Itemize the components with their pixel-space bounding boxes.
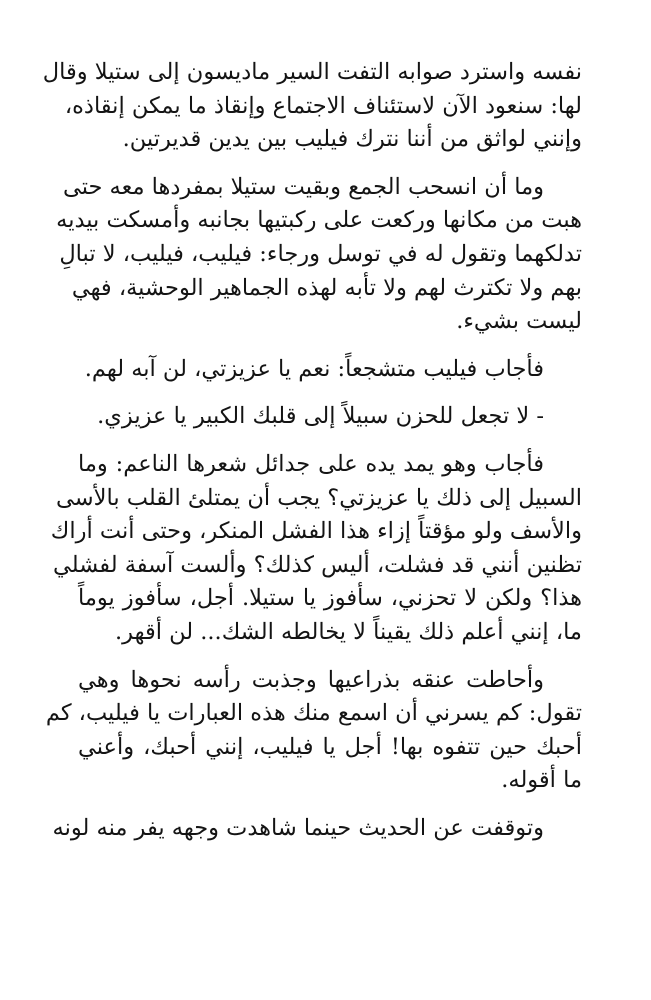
text-line: ما أقوله. <box>501 767 582 794</box>
text-line: بهم ولا تكترث لهم ولا تأبه لهذه الجماهير الوحشية، فهي <box>71 274 582 301</box>
text-line: تقول: كم يسرني أن اسمع منك هذه العبارات يا فيليب، كم <box>45 700 582 727</box>
text-line: ما، إنني أعلم ذلك يقيناً لا يخالطه الشك... لن أقهر. <box>115 618 582 645</box>
text-line: تظنين أنني قد فشلت، أليس كذلك؟ وألست آسفة لفشلي <box>53 551 582 578</box>
text-line: السبيل إلى ذلك يا عزيزتي؟ يجب أن يمتلئ القلب بالأسى <box>56 484 582 511</box>
text-line: وتوقفت عن الحديث حينما شاهدت وجهه يفر منه لونه <box>52 814 544 841</box>
text-line: وإنني لواثق من أننا نترك فيليب بين يدين قديرتين. <box>122 126 582 153</box>
text-line: لها: سنعود الآن لاستئناف الاجتماع وإنقاذ ما يمكن إنقاذه، <box>64 92 582 119</box>
paragraph <box>78 400 582 434</box>
book-page <box>42 56 582 859</box>
paragraph <box>78 353 582 387</box>
text-line: وما أن انسحب الجمع وبقيت ستيلا بمفردها معه حتى <box>62 173 544 200</box>
text-line: - لا تجعل للحزن سبيلاً إلى قلبك الكبير يا عزيزي. <box>97 403 544 430</box>
text-line: والأسف ولو مؤقتاً إزاء هذا الفشل المنكر، وحتى أنت أراك <box>50 518 582 545</box>
paragraph <box>52 812 582 846</box>
paragraph <box>45 664 582 798</box>
paragraph <box>50 448 582 650</box>
text-line: نفسه واسترد صوابه التفت السير ماديسون إلى ستيلا وقال <box>42 59 582 85</box>
text-line: هذا؟ ولكن لا تحزني، سأفوز يا ستيلا. أجل، سأفوز يوماً <box>78 585 582 612</box>
paragraph <box>42 56 582 157</box>
text-line: هبت من مكانها وركعت على ركبتيها بجانبه وأمسكت بيديه <box>56 207 582 234</box>
text-line: ليست بشيء. <box>456 308 582 335</box>
text-line: وأحاطت عنقه بذراعيها وجذبت رأسه نحوها وهي <box>78 666 544 693</box>
text-line: فأجاب فيليب متشجعاً: نعم يا عزيزتي، لن آبه لهم. <box>84 355 544 382</box>
text-line: فأجاب وهو يمد يده على جدائل شعرها الناعم: وما <box>78 450 544 477</box>
text-line: أحبك حين تتفوه بها! أجل يا فيليب، إنني أحبك، وأعني <box>78 733 582 760</box>
paragraph <box>56 171 582 339</box>
text-line: تدلكهما وتقول له في توسل ورجاء: فيليب، فيليب، لا تبالِ <box>59 240 582 267</box>
